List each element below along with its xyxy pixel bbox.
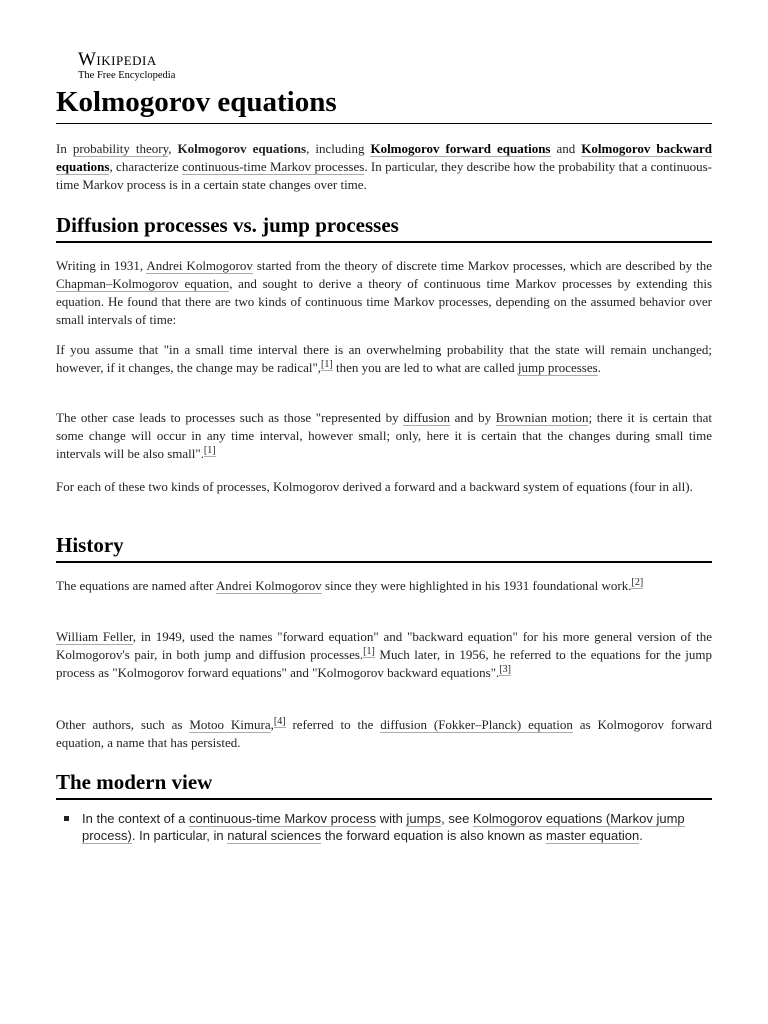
bullet-marker bbox=[64, 816, 69, 821]
reference-4[interactable]: [4] bbox=[273, 715, 286, 727]
intro-paragraph: In probability theory, Kolmogorov equations, including Kolmogorov forward equations and Kolmogorov backward equations, characterize continuous-time Markov processes. In particular, they describe how the probability that a continuous-time Markov process is in a certain state changes over time. bbox=[56, 141, 712, 192]
logo-tagline: The Free Encyclopedia bbox=[78, 70, 176, 81]
link-andrei-kolmogorov[interactable]: Andrei Kolmogorov bbox=[215, 578, 322, 593]
wikipedia-logo[interactable] bbox=[78, 50, 218, 82]
link-diffusion[interactable]: diffusion bbox=[403, 410, 451, 425]
list-item: In the context of a continuous-time Markov process with jumps, see Kolmogorov equations (Markov jump process). In particular, in natural sciences the forward equation is also known as master equation. bbox=[56, 810, 712, 844]
reference-1[interactable]: [1] bbox=[203, 444, 216, 456]
heading-modern-view: The modern view bbox=[56, 768, 712, 800]
link-jump-processes[interactable]: jump processes bbox=[517, 360, 598, 375]
paragraph-named-after: The equations are named after Andrei Kolmogorov since they were highlighted in his 1931 foundational work.[2] bbox=[56, 576, 644, 593]
link-natural-sciences[interactable]: natural sciences bbox=[227, 828, 322, 843]
page-title: Kolmogorov equations bbox=[56, 84, 712, 124]
link-probability-theory[interactable]: probability theory bbox=[72, 141, 169, 156]
link-kolmogorov-forward-equations[interactable]: Kolmogorov forward equations bbox=[370, 141, 551, 156]
link-chapman-kolmogorov-equation[interactable]: Chapman–Kolmogorov equation bbox=[56, 276, 230, 291]
reference-1[interactable]: [1] bbox=[363, 645, 375, 657]
link-master-equation[interactable]: master equation bbox=[545, 828, 640, 843]
link-kolmogorov-equations-markov-jump-process[interactable]: Kolmogorov equations (Markov jump process) bbox=[82, 811, 685, 843]
link-continuous-time-markov-processes[interactable]: continuous-time Markov processes bbox=[182, 159, 365, 174]
paragraph-four-systems: For each of these two kinds of processes, Kolmogorov derived a forward and a backward system of equations (four in all). bbox=[56, 479, 693, 494]
paragraph-other-authors: Other authors, such as Motoo Kimura,[4] referred to the diffusion (Fokker–Planck) equation as Kolmogorov forward equation, a name that has persisted. bbox=[56, 715, 713, 750]
paragraph-jump-assumption: If you assume that "in a small time interval there is an overwhelming probability that the state will remain unchanged; however, if it changes, the change may be radical",[1] then you are led to what are called jump processes. bbox=[56, 342, 712, 375]
link-continuous-time-markov-process[interactable]: continuous-time Markov process bbox=[188, 811, 377, 826]
link-andrei-kolmogorov[interactable]: Andrei Kolmogorov bbox=[146, 258, 253, 273]
paragraph-feller: William Feller, in 1949, used the names "forward equation" and "backward equation" for his more general version of the Kolmogorov's pair, in both jump and diffusion processes.[1] Much later, in 1956, he referred to the equations for the jump process as "Kolmogorov forward equations" and "Kolmogorov backward equations".[3] bbox=[56, 629, 712, 680]
link-kolmogorov-backward-equations[interactable]: Kolmogorov backward equations bbox=[56, 141, 712, 174]
link-brownian-motion[interactable]: Brownian motion bbox=[495, 410, 589, 425]
reference-1[interactable]: [1] bbox=[321, 358, 333, 370]
paragraph-writing-1931: Writing in 1931, Andrei Kolmogorov started from the theory of discrete time Markov processes, which are described by the Chapman–Kolmogorov equation, and sought to derive a theory of continuous time Markov processes by extending this equation. He found that there are two kinds of continuous time Markov processes, depending on the assumed behavior over small intervals of time: bbox=[56, 258, 713, 327]
reference-2[interactable]: [2] bbox=[631, 576, 644, 588]
bold-kolmogorov-equations: Kolmogorov equations bbox=[177, 141, 307, 156]
reference-3[interactable]: [3] bbox=[499, 663, 511, 675]
logo-wordmark: Wikipedia bbox=[78, 49, 157, 70]
link-jumps[interactable]: jumps bbox=[406, 811, 442, 826]
link-fokker-planck-equation[interactable]: diffusion (Fokker–Planck) equation bbox=[380, 717, 573, 732]
link-motoo-kimura[interactable]: Motoo Kimura bbox=[189, 717, 271, 732]
heading-diffusion-vs-jump: Diffusion processes vs. jump processes bbox=[56, 211, 712, 243]
paragraph-diffusion-case: The other case leads to processes such as those "represented by diffusion and by Brownian motion; there it is certain that some change will occur in any time interval, however small; only, here it is certain that the changes during small time intervals will be also small".[1] bbox=[56, 410, 713, 461]
modern-view-list bbox=[56, 810, 712, 844]
heading-history: History bbox=[56, 531, 712, 563]
link-william-feller[interactable]: William Feller bbox=[56, 629, 133, 644]
